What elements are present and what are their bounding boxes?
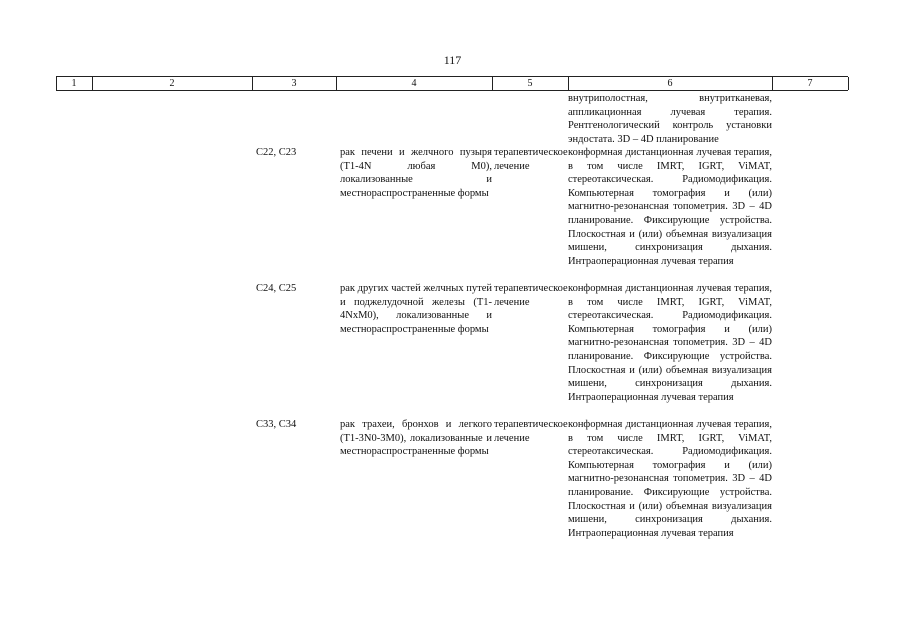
treatment-type: терапевтическое лечение (494, 419, 568, 444)
treatment-type: терапевтическое лечение (494, 147, 568, 172)
treatment-type: терапевтическое лечение (494, 283, 568, 308)
treatment-method: конформная дистанционная лучевая терапия, в том числе IMRT, IGRT, ViMAT, стереотаксическая. Радиомодификация. Компьютерная томография и (или) магнитно-резонансная топометрия. 3D – 4D планирование. Фиксирующие устройства. Плоскостная и (или) объемная визуализация мишени, синхронизация дыхания. Интраоперационная лучевая терапия (568, 283, 772, 403)
header-cell-4: 4 (411, 78, 417, 89)
col-divider (848, 77, 849, 90)
page-number: 117 (443, 53, 462, 67)
icd-code: С33, С34 (256, 419, 297, 430)
header-cell-1: 1 (71, 78, 77, 89)
disease-description: рак печени и желчного пузыря (Т1-4N любая М0), локализованные и местнораспространенные формы (340, 147, 492, 199)
header-cell-5: 5 (527, 78, 533, 89)
treatment-method: конформная дистанционная лучевая терапия, в том числе IMRT, IGRT, ViMAT, стереотаксическая. Радиомодификация. Компьютерная томография и (или) магнитно-резонансная топометрия. 3D – 4D планирование. Фиксирующие устройства. Плоскостная и (или) объемная визуализация мишени, синхронизация дыхания. Интраоперационная лучевая терапия (568, 419, 772, 539)
header-cell-7: 7 (807, 78, 813, 89)
table-header-bottom-rule (56, 90, 848, 91)
disease-description: рак трахеи, бронхов и легкого (Т1-3N0-3M0), локализованные и местнораспространенные формы (340, 419, 492, 458)
table-header-row (56, 77, 848, 90)
disease-description: рак других частей желчных путей и поджелудочной железы (Т1-4NxM0), локализованные и местнораспространенные формы (340, 283, 492, 335)
header-cell-2: 2 (169, 78, 175, 89)
icd-code: С24, С25 (256, 283, 297, 294)
continued-method-text: внутриполостная, внутритканевая, аппликационная лучевая терапия. Рентгенологический контроль установки эндостата. 3D – 4D планирование (568, 93, 772, 145)
header-cell-6: 6 (667, 78, 673, 89)
header-cell-3: 3 (291, 78, 297, 89)
treatment-method: конформная дистанционная лучевая терапия, в том числе IMRT, IGRT, ViMAT, стереотаксическая. Радиомодификация. Компьютерная томография и (или) магнитно-резонансная топометрия. 3D – 4D планирование. Фиксирующие устройства. Плоскостная и (или) объемная визуализация мишени, синхронизация дыхания. Интраоперационная лучевая терапия (568, 147, 772, 267)
icd-code: С22, С23 (256, 147, 297, 158)
